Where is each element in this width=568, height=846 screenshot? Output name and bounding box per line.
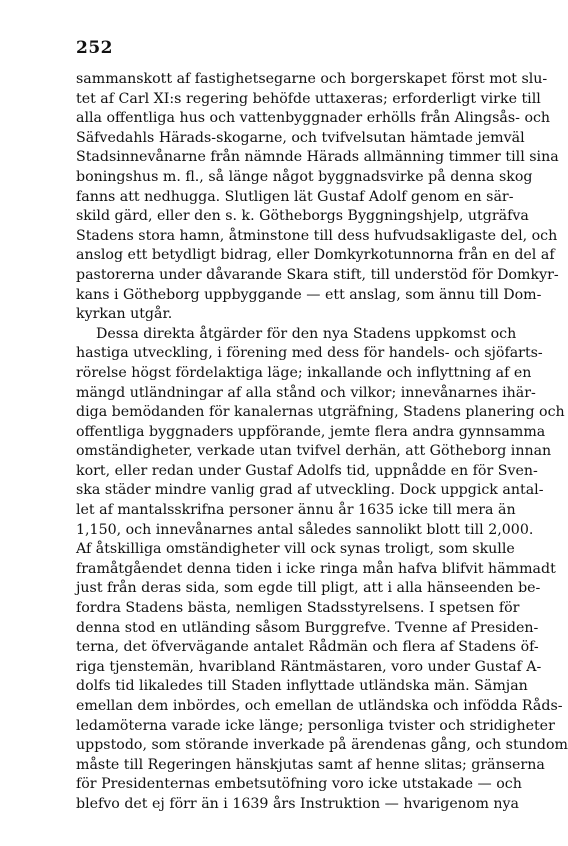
text-line: skild gärd, eller den s. k. Götheborgs Byggningshjelp, utgräfva: [76, 208, 529, 225]
text-line: mängd utländningar af alla stånd och vilkor; innevånarnes ihär-: [76, 384, 536, 401]
text-line: pastorerna under dåvarande Skara stift, till understöd för Domkyr-: [76, 266, 559, 283]
paragraph-start-line: Dessa direkta åtgärder för den nya Stadens uppkomst och: [96, 325, 517, 342]
text-line: Stadens stora hamn, åtminstone till dess hufvudsakligaste del, och: [76, 227, 558, 244]
text-line: boningshus m. fl., så länge något byggnadsvirke på denna skog: [76, 168, 533, 185]
text-line: let af mantalsskrifna personer ännu år 1635 icke till mera än: [76, 502, 516, 519]
text-line: hastiga utveckling, i förening med dess för handels- och sjöfarts-: [76, 345, 543, 362]
text-line: rörelse högst fördelaktiga läge; inkallande och inflyttning af en: [76, 364, 532, 381]
text-line: anslog ett betydligt bidrag, eller Domkyrkotunnorna från en del af: [76, 247, 555, 264]
text-line: dolfs tid likaledes till Staden inflyttade utländska män. Sämjan: [76, 678, 528, 695]
text-line: alla offentliga hus och vattenbyggnader erhölls från Alingsås- och: [76, 110, 551, 127]
text-line: ska städer mindre vanlig grad af utveckling. Dock uppgick antal-: [76, 482, 544, 499]
text-line: offentliga byggnaders uppförande, jemte flera andra gynnsamma: [76, 423, 546, 440]
text-line: terna, det öfvervägande antalet Rådmän och flera af Stadens öf-: [76, 639, 539, 656]
body-text: [76, 70, 568, 815]
text-line: för Presidenternas embetsutöfning voro icke utstakade — och: [76, 776, 522, 793]
text-line: 1,150, och innevånarnes antal således sannolikt blott till 2,000.: [76, 521, 534, 538]
text-line: emellan dem inbördes, och emellan de utländska och infödda Råds-: [76, 698, 563, 714]
text-line: just från deras sida, som egde till pligt, att i alla hänseenden be-: [76, 580, 541, 597]
text-line: tet af Carl XI:s regering behöfde uttaxeras; erforderligt virke till: [76, 90, 541, 107]
text-line: Af åtskilliga omständigheter vill ock synas troligt, som skulle: [76, 541, 515, 558]
page-number: 252: [76, 38, 113, 58]
text-line: kans i Götheborg uppbyggande — ett anslag, som ännu till Dom-: [76, 286, 542, 303]
text-line: ledamöterna varade icke länge; personliga tvister och stridigheter: [76, 717, 555, 734]
text-line: framåtgåendet denna tiden i icke ringa mån hafva blifvit hämmadt: [76, 560, 556, 577]
text-line: kort, eller redan under Gustaf Adolfs tid, uppnådde en för Sven-: [76, 462, 538, 479]
text-line: uppstodo, som störande inverkade på ärendenas gång, och stundom: [76, 737, 568, 754]
text-line: Säfvedahls Härads-skogarne, och tvifvelsutan hämtade jemväl: [76, 129, 525, 146]
text-line: diga bemödanden för kanalernas utgräfning, Stadens planering och: [76, 404, 565, 421]
text-line: sammanskott af fastighetsegarne och borgerskapet först mot slu-: [76, 71, 548, 87]
text-line: Stadsinnevånarne från nämnde Härads allmänning timmer till sina: [76, 149, 559, 166]
text-line: fordra Stadens bästa, nemligen Stadsstyrelsens. I spetsen för: [76, 600, 520, 617]
text-line: blefvo det ej förr än i 1639 års Instruktion — hvarigenom nya: [76, 795, 520, 812]
text-line: denna stod en utländing såsom Burggrefve. Tvenne af Presiden-: [76, 619, 539, 636]
text-line: måste till Regeringen hänskjutas samt af henne slitas; gränserna: [76, 756, 545, 773]
text-line: riga tjenstemän, hvaribland Räntmästaren, voro under Gustaf A-: [76, 658, 542, 675]
paragraph-end-line: kyrkan utgår.: [76, 306, 173, 323]
text-line: fanns att nedhugga. Slutligen lät Gustaf Adolf genom en sär-: [76, 188, 514, 205]
text-line: omständigheter, verkade utan tvifvel derhän, att Götheborg innan: [76, 443, 552, 460]
